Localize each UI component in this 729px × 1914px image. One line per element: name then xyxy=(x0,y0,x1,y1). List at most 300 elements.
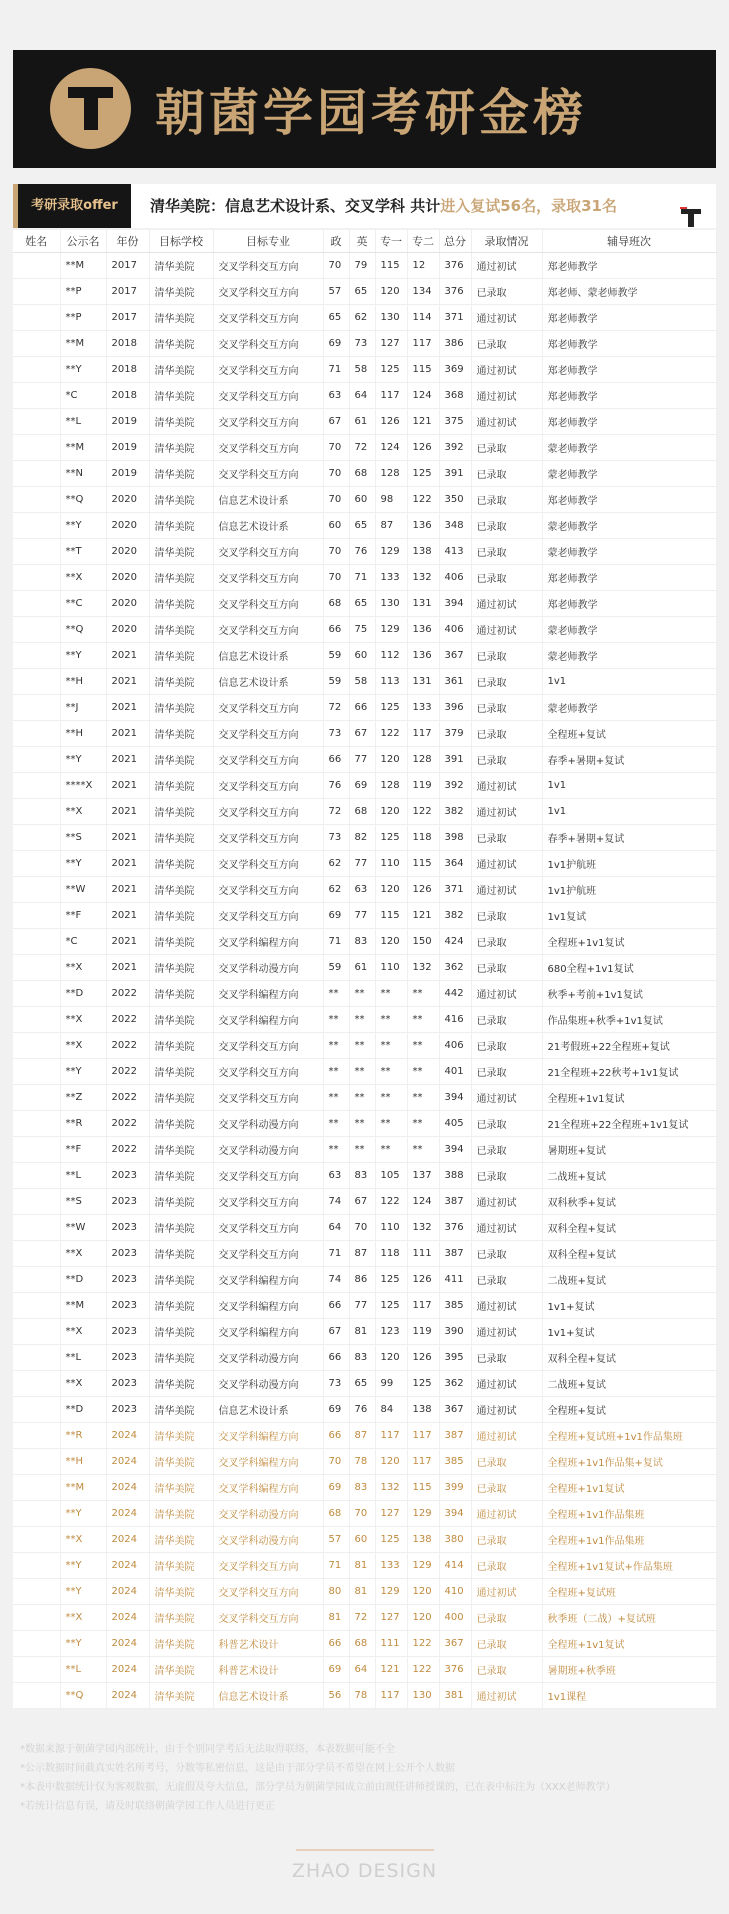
table-cell: 114 xyxy=(407,305,439,331)
student-name-cell xyxy=(13,1059,60,1085)
table-cell: 21全程班+22全程班+1v1复试 xyxy=(542,1111,716,1137)
table-row xyxy=(13,461,716,487)
table-cell: 交叉学科交互方向 xyxy=(213,253,323,279)
table-cell: 119 xyxy=(407,773,439,799)
table-cell: 388 xyxy=(439,1163,471,1189)
table-cell: 2021 xyxy=(106,903,149,929)
table-cell: 76 xyxy=(349,1397,375,1423)
table-cell: 125 xyxy=(375,825,407,851)
table-cell: 清华美院 xyxy=(149,747,213,773)
table-cell: 64 xyxy=(349,383,375,409)
table-cell: **F xyxy=(60,903,106,929)
table-cell: 清华美院 xyxy=(149,565,213,591)
table-cell: **Q xyxy=(60,1683,106,1709)
table-cell: 交叉学科交互方向 xyxy=(213,1215,323,1241)
table-cell: 科普艺术设计 xyxy=(213,1631,323,1657)
table-cell: 已录取 xyxy=(471,565,542,591)
column-header: 英 xyxy=(349,230,375,253)
table-cell: 郑老师、蒙老师教学 xyxy=(542,279,716,305)
table-cell: 120 xyxy=(375,747,407,773)
table-cell: 清华美院 xyxy=(149,1683,213,1709)
table-cell: 115 xyxy=(375,253,407,279)
table-cell: 79 xyxy=(349,253,375,279)
student-name-cell xyxy=(13,383,60,409)
table-cell: **Y xyxy=(60,1631,106,1657)
table-row xyxy=(13,955,716,981)
table-cell: 清华美院 xyxy=(149,1423,213,1449)
table-cell: 376 xyxy=(439,279,471,305)
table-cell: 清华美院 xyxy=(149,1059,213,1085)
student-name-cell xyxy=(13,643,60,669)
table-cell: 2021 xyxy=(106,747,149,773)
student-name-cell xyxy=(13,695,60,721)
table-cell: 通过初试 xyxy=(471,1293,542,1319)
table-cell: 交叉学科交互方向 xyxy=(213,305,323,331)
table-cell: 已录取 xyxy=(471,929,542,955)
table-cell: 413 xyxy=(439,539,471,565)
table-cell: ** xyxy=(407,1111,439,1137)
table-cell: **Y xyxy=(60,747,106,773)
table-cell: 87 xyxy=(375,513,407,539)
table-cell: 98 xyxy=(375,487,407,513)
table-cell: **L xyxy=(60,1345,106,1371)
table-cell: 132 xyxy=(375,1475,407,1501)
table-cell: ** xyxy=(323,1033,349,1059)
table-cell: 67 xyxy=(349,721,375,747)
table-cell: 127 xyxy=(375,331,407,357)
table-cell: 392 xyxy=(439,435,471,461)
table-cell: 1v1 xyxy=(542,669,716,695)
table-cell: ** xyxy=(407,1059,439,1085)
table-cell: ** xyxy=(375,981,407,1007)
table-cell: 双科秋季+复试 xyxy=(542,1189,716,1215)
table-cell: 72 xyxy=(349,1605,375,1631)
table-cell: ** xyxy=(323,1111,349,1137)
student-name-cell xyxy=(13,1215,60,1241)
table-cell: 65 xyxy=(349,279,375,305)
table-cell: 已录取 xyxy=(471,747,542,773)
student-name-cell xyxy=(13,773,60,799)
table-cell: 131 xyxy=(407,669,439,695)
table-cell: 全程班+复试 xyxy=(542,1397,716,1423)
table-cell: 清华美院 xyxy=(149,1501,213,1527)
student-name-cell xyxy=(13,1033,60,1059)
table-cell: 78 xyxy=(349,1449,375,1475)
table-cell: 391 xyxy=(439,461,471,487)
table-cell: 362 xyxy=(439,955,471,981)
table-cell: 通过初试 xyxy=(471,1579,542,1605)
student-name-cell xyxy=(13,1189,60,1215)
table-cell: 作品集班+秋季+1v1复试 xyxy=(542,1007,716,1033)
table-cell: 2024 xyxy=(106,1423,149,1449)
table-cell: 126 xyxy=(407,435,439,461)
table-row xyxy=(13,643,716,669)
table-cell: 全程班+复试 xyxy=(542,721,716,747)
table-cell: 已录取 xyxy=(471,1527,542,1553)
table-cell: 62 xyxy=(349,305,375,331)
table-cell: 暑期班+复试 xyxy=(542,1137,716,1163)
table-row xyxy=(13,721,716,747)
table-cell: 76 xyxy=(349,539,375,565)
table-cell: 65 xyxy=(349,513,375,539)
table-cell: 136 xyxy=(407,643,439,669)
table-cell: 2020 xyxy=(106,513,149,539)
table-cell: *C xyxy=(60,929,106,955)
table-cell: 67 xyxy=(323,1319,349,1345)
table-cell: 通过初试 xyxy=(471,617,542,643)
table-cell: 清华美院 xyxy=(149,721,213,747)
table-cell: **D xyxy=(60,1267,106,1293)
table-cell: ** xyxy=(375,1033,407,1059)
table-cell: **P xyxy=(60,279,106,305)
table-cell: 70 xyxy=(349,1501,375,1527)
footnote: *若统计信息有误，请及时联络朝菌学园工作人员进行更正 xyxy=(20,1801,275,1812)
table-row xyxy=(13,357,716,383)
table-cell: 已录取 xyxy=(471,695,542,721)
table-cell: ** xyxy=(349,1137,375,1163)
table-cell: **R xyxy=(60,1423,106,1449)
table-cell: 2023 xyxy=(106,1319,149,1345)
table-cell: 已录取 xyxy=(471,1241,542,1267)
table-cell: 122 xyxy=(407,487,439,513)
table-cell: **M xyxy=(60,1293,106,1319)
table-cell: 清华美院 xyxy=(149,461,213,487)
table-cell: 交叉学科编程方向 xyxy=(213,1449,323,1475)
table-cell: 交叉学科交互方向 xyxy=(213,279,323,305)
table-cell: 通过初试 xyxy=(471,877,542,903)
table-cell: 交叉学科交互方向 xyxy=(213,1579,323,1605)
table-cell: 77 xyxy=(349,747,375,773)
table-cell: 83 xyxy=(349,1345,375,1371)
table-cell: 2024 xyxy=(106,1683,149,1709)
table-cell: 已录取 xyxy=(471,1111,542,1137)
table-cell: 交叉学科编程方向 xyxy=(213,1293,323,1319)
table-cell: 394 xyxy=(439,1501,471,1527)
table-cell: 通过初试 xyxy=(471,981,542,1007)
table-cell: 83 xyxy=(349,1163,375,1189)
table-cell: 110 xyxy=(375,1215,407,1241)
table-cell: 379 xyxy=(439,721,471,747)
table-cell: 清华美院 xyxy=(149,1189,213,1215)
table-cell: 124 xyxy=(375,435,407,461)
table-cell: **X xyxy=(60,955,106,981)
table-cell: 59 xyxy=(323,669,349,695)
table-cell: 清华美院 xyxy=(149,331,213,357)
table-cell: 清华美院 xyxy=(149,1345,213,1371)
table-cell: 清华美院 xyxy=(149,1475,213,1501)
table-cell: 清华美院 xyxy=(149,669,213,695)
table-cell: 70 xyxy=(323,1449,349,1475)
table-cell: 110 xyxy=(375,955,407,981)
table-cell: 129 xyxy=(375,1579,407,1605)
table-cell: 通过初试 xyxy=(471,305,542,331)
table-cell: 2024 xyxy=(106,1579,149,1605)
table-cell: 111 xyxy=(407,1241,439,1267)
table-cell: 2023 xyxy=(106,1163,149,1189)
table-row xyxy=(13,435,716,461)
table-cell: 2021 xyxy=(106,877,149,903)
table-cell: 交叉学科动漫方向 xyxy=(213,955,323,981)
table-row xyxy=(13,1501,716,1527)
table-cell: **X xyxy=(60,1033,106,1059)
table-cell: 134 xyxy=(407,279,439,305)
table-cell: 清华美院 xyxy=(149,1371,213,1397)
student-name-cell xyxy=(13,435,60,461)
student-name-cell xyxy=(13,721,60,747)
table-cell: 已录取 xyxy=(471,1631,542,1657)
table-cell: 132 xyxy=(407,955,439,981)
table-cell: 蒙老师教学 xyxy=(542,513,716,539)
table-cell: 56 xyxy=(323,1683,349,1709)
student-name-cell xyxy=(13,1605,60,1631)
table-cell: 21考假班+22全程班+复试 xyxy=(542,1033,716,1059)
table-row xyxy=(13,877,716,903)
table-cell: 63 xyxy=(349,877,375,903)
table-cell: 72 xyxy=(349,435,375,461)
table-cell: 405 xyxy=(439,1111,471,1137)
table-cell: 137 xyxy=(407,1163,439,1189)
table-cell: 已录取 xyxy=(471,279,542,305)
student-name-cell xyxy=(13,1111,60,1137)
student-name-cell xyxy=(13,279,60,305)
table-cell: 清华美院 xyxy=(149,1605,213,1631)
table-cell: 126 xyxy=(407,1345,439,1371)
table-cell: 2024 xyxy=(106,1527,149,1553)
table-cell: 蒙老师教学 xyxy=(542,539,716,565)
table-cell: 59 xyxy=(323,955,349,981)
table-cell: **Y xyxy=(60,1553,106,1579)
table-cell: **L xyxy=(60,1657,106,1683)
table-cell: 382 xyxy=(439,799,471,825)
column-header: 年份 xyxy=(106,230,149,253)
table-cell: 清华美院 xyxy=(149,877,213,903)
table-cell: 通过初试 xyxy=(471,1683,542,1709)
table-cell: 2024 xyxy=(106,1553,149,1579)
table-cell: 87 xyxy=(349,1423,375,1449)
table-cell: 86 xyxy=(349,1267,375,1293)
student-name-cell xyxy=(13,617,60,643)
table-cell: 68 xyxy=(323,1501,349,1527)
table-cell: **Y xyxy=(60,1579,106,1605)
table-cell: 375 xyxy=(439,409,471,435)
table-cell: 118 xyxy=(375,1241,407,1267)
table-cell: 128 xyxy=(407,747,439,773)
table-cell: 清华美院 xyxy=(149,409,213,435)
column-header: 目标学校 xyxy=(149,230,213,253)
table-cell: 87 xyxy=(349,1241,375,1267)
table-cell: 交叉学科交互方向 xyxy=(213,357,323,383)
table-cell: *C xyxy=(60,383,106,409)
table-cell: 清华美院 xyxy=(149,513,213,539)
table-cell: 73 xyxy=(323,825,349,851)
table-cell: 68 xyxy=(349,799,375,825)
student-name-cell xyxy=(13,461,60,487)
table-cell: 111 xyxy=(375,1631,407,1657)
column-header: 专二 xyxy=(407,230,439,253)
table-cell: 1v1+复试 xyxy=(542,1293,716,1319)
table-row xyxy=(13,1007,716,1033)
student-name-cell xyxy=(13,1163,60,1189)
table-cell: 交叉学科交互方向 xyxy=(213,721,323,747)
table-cell: 清华美院 xyxy=(149,825,213,851)
table-cell: 已录取 xyxy=(471,825,542,851)
table-cell: 65 xyxy=(323,305,349,331)
table-cell: 68 xyxy=(349,461,375,487)
column-header: 目标专业 xyxy=(213,230,323,253)
table-cell: 69 xyxy=(323,1475,349,1501)
table-cell: 12 xyxy=(407,253,439,279)
table-cell: 交叉学科交互方向 xyxy=(213,1059,323,1085)
table-cell: 清华美院 xyxy=(149,253,213,279)
table-cell: 交叉学科交互方向 xyxy=(213,331,323,357)
table-cell: 57 xyxy=(323,279,349,305)
table-cell: **Y xyxy=(60,851,106,877)
table-cell: 120 xyxy=(375,1345,407,1371)
table-cell: 通过初试 xyxy=(471,1501,542,1527)
table-cell: 交叉学科交互方向 xyxy=(213,591,323,617)
table-row xyxy=(13,617,716,643)
section-title xyxy=(150,184,617,228)
table-cell: 68 xyxy=(349,1631,375,1657)
table-cell: 416 xyxy=(439,1007,471,1033)
table-cell: 71 xyxy=(323,1241,349,1267)
table-cell: 406 xyxy=(439,617,471,643)
table-cell: **H xyxy=(60,669,106,695)
table-cell: 2020 xyxy=(106,539,149,565)
brand-logo-icon xyxy=(50,68,131,149)
table-row xyxy=(13,513,716,539)
table-cell: 2022 xyxy=(106,1007,149,1033)
table-cell: 已录取 xyxy=(471,721,542,747)
table-cell: 1v1 xyxy=(542,773,716,799)
table-cell: **F xyxy=(60,1137,106,1163)
table-cell: 已录取 xyxy=(471,1475,542,1501)
table-cell: 通过初试 xyxy=(471,1319,542,1345)
table-cell: 424 xyxy=(439,929,471,955)
table-row xyxy=(13,1033,716,1059)
column-header: 录取情况 xyxy=(471,230,542,253)
table-cell: 133 xyxy=(375,1553,407,1579)
table-cell: 124 xyxy=(407,1189,439,1215)
table-cell: **Q xyxy=(60,487,106,513)
table-cell: 清华美院 xyxy=(149,695,213,721)
table-cell: **P xyxy=(60,305,106,331)
table-cell: 117 xyxy=(375,383,407,409)
table-cell: 2022 xyxy=(106,1085,149,1111)
table-cell: 65 xyxy=(349,591,375,617)
table-cell: 交叉学科动漫方向 xyxy=(213,1371,323,1397)
table-cell: 82 xyxy=(349,825,375,851)
table-cell: 118 xyxy=(407,825,439,851)
table-cell: 57 xyxy=(323,1527,349,1553)
table-row xyxy=(13,799,716,825)
table-cell: 121 xyxy=(375,1657,407,1683)
table-cell: ** xyxy=(407,1007,439,1033)
table-cell: 2021 xyxy=(106,773,149,799)
table-cell: 73 xyxy=(349,331,375,357)
table-cell: ** xyxy=(375,1111,407,1137)
table-cell: 123 xyxy=(375,1319,407,1345)
student-name-cell xyxy=(13,253,60,279)
table-row xyxy=(13,1267,716,1293)
table-cell: 2021 xyxy=(106,643,149,669)
table-cell: 122 xyxy=(407,1657,439,1683)
table-cell: **W xyxy=(60,1215,106,1241)
table-cell: **S xyxy=(60,825,106,851)
table-cell: 郑老师教学 xyxy=(542,565,716,591)
table-row xyxy=(13,1527,716,1553)
table-row xyxy=(13,929,716,955)
table-cell: 71 xyxy=(323,929,349,955)
table-cell: 115 xyxy=(407,1475,439,1501)
table-cell: 66 xyxy=(349,695,375,721)
table-cell: 387 xyxy=(439,1423,471,1449)
table-cell: 390 xyxy=(439,1319,471,1345)
corner-logo-icon xyxy=(680,207,702,229)
table-cell: 交叉学科交互方向 xyxy=(213,383,323,409)
table-cell: 信息艺术设计系 xyxy=(213,513,323,539)
table-row xyxy=(13,669,716,695)
table-cell: ** xyxy=(375,1137,407,1163)
table-cell: 清华美院 xyxy=(149,1293,213,1319)
table-cell: 清华美院 xyxy=(149,305,213,331)
table-cell: 78 xyxy=(349,1683,375,1709)
table-cell: 117 xyxy=(407,721,439,747)
table-cell: 83 xyxy=(349,1475,375,1501)
table-cell: 69 xyxy=(323,1397,349,1423)
table-row xyxy=(13,1241,716,1267)
table-cell: 126 xyxy=(407,877,439,903)
table-row xyxy=(13,1397,716,1423)
table-cell: 已录取 xyxy=(471,487,542,513)
table-cell: 清华美院 xyxy=(149,435,213,461)
table-cell: 73 xyxy=(323,1371,349,1397)
table-cell: 398 xyxy=(439,825,471,851)
table-cell: 117 xyxy=(407,1449,439,1475)
table-cell: 124 xyxy=(407,383,439,409)
table-row xyxy=(13,903,716,929)
table-cell: 70 xyxy=(323,539,349,565)
table-cell: 117 xyxy=(375,1683,407,1709)
table-cell: 74 xyxy=(323,1189,349,1215)
table-cell: 清华美院 xyxy=(149,903,213,929)
table-cell: 115 xyxy=(407,357,439,383)
table-cell: 已录取 xyxy=(471,461,542,487)
table-cell: 2024 xyxy=(106,1657,149,1683)
table-cell: 1v1护航班 xyxy=(542,851,716,877)
table-row xyxy=(13,1553,716,1579)
table-cell: 交叉学科编程方向 xyxy=(213,981,323,1007)
table-cell: 391 xyxy=(439,747,471,773)
table-cell: 已录取 xyxy=(471,1033,542,1059)
table-cell: 58 xyxy=(349,669,375,695)
table-cell: 2020 xyxy=(106,591,149,617)
student-name-cell xyxy=(13,1293,60,1319)
table-cell: 81 xyxy=(323,1605,349,1631)
table-cell: **C xyxy=(60,591,106,617)
footer-brand: ZHAO DESIGN xyxy=(291,1860,438,1882)
student-name-cell xyxy=(13,1085,60,1111)
table-cell: 已录取 xyxy=(471,669,542,695)
table-row xyxy=(13,851,716,877)
student-name-cell xyxy=(13,851,60,877)
table-cell: 120 xyxy=(375,279,407,305)
table-cell: 380 xyxy=(439,1527,471,1553)
table-row xyxy=(13,305,716,331)
table-cell: 已录取 xyxy=(471,331,542,357)
table-row xyxy=(13,1137,716,1163)
table-cell: 2023 xyxy=(106,1241,149,1267)
